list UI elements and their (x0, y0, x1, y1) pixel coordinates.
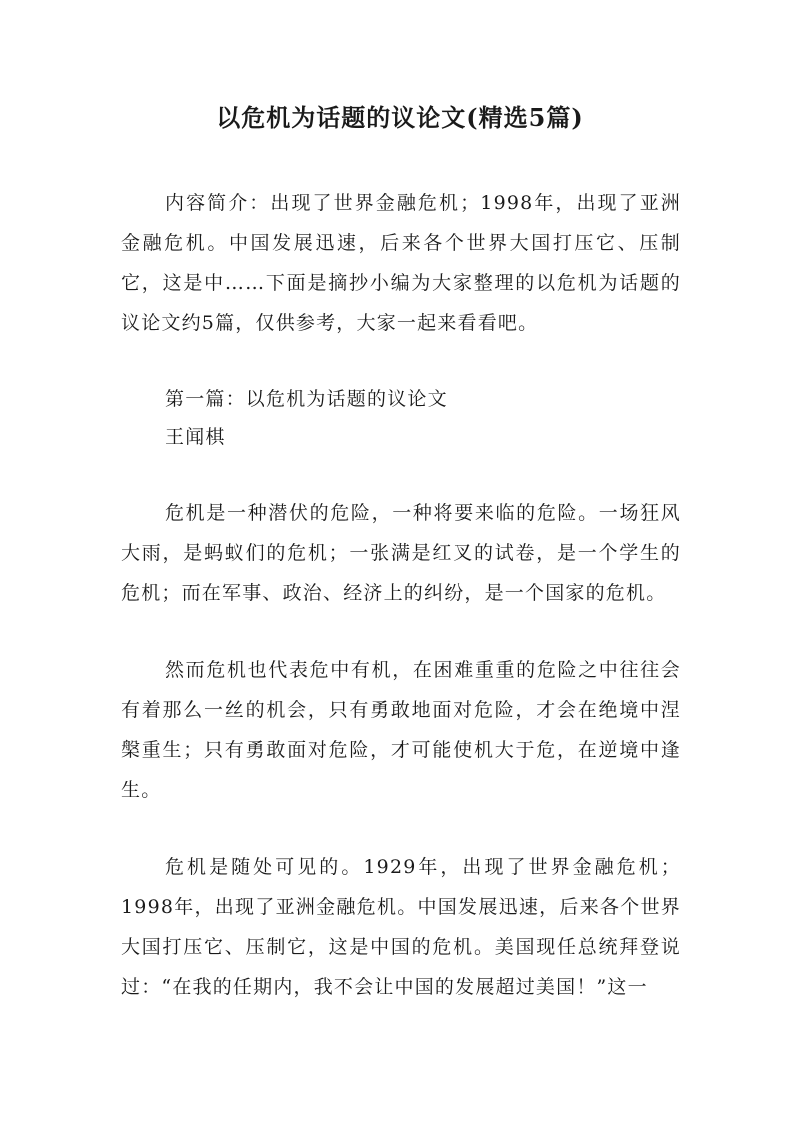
body-paragraph-1: 危机是一种潜伏的危险，一种将要来临的危险。一场狂风大雨，是蚂蚁们的危机；一张满是红叉的试卷，是一个学生的危机；而在军事、政治、经济上的纠纷，是一个国家的危机。 (121, 502, 681, 604)
body-paragraph-2: 然而危机也代表危中有机，在困难重重的危险之中往往会有着那么一丝的机会，只有勇敢地面对危险，才会在绝境中涅槃重生；只有勇敢面对危险，才可能使机大于危，在逆境中逢生。 (121, 659, 681, 801)
body-paragraph-3: 危机是随处可见的。1929年，出现了世界金融危机；1998年，出现了亚洲金融危机。中国发展迅速，后来各个世界大国打压它、压制它，这是中国的危机。美国现任总统拜登说过：“在我的任期内，我不会让中国的发展超过美国！”这一 (121, 856, 681, 998)
author-name: 王闻棋 (165, 426, 226, 448)
document-title: 以危机为话题的议论文(精选5篇) (216, 103, 584, 132)
chapter-heading: 第一篇：以危机为话题的议论文 (165, 388, 448, 410)
document-body (121, 183, 681, 1007)
intro-paragraph: 内容简介：出现了世界金融危机；1998年，出现了亚洲金融危机。中国发展迅速，后来各个世界大国打压它、压制它，这是中……下面是摘抄小编为大家整理的以危机为话题的议论文约5篇，仅供参考，大家一起来看看吧。 (121, 192, 681, 334)
